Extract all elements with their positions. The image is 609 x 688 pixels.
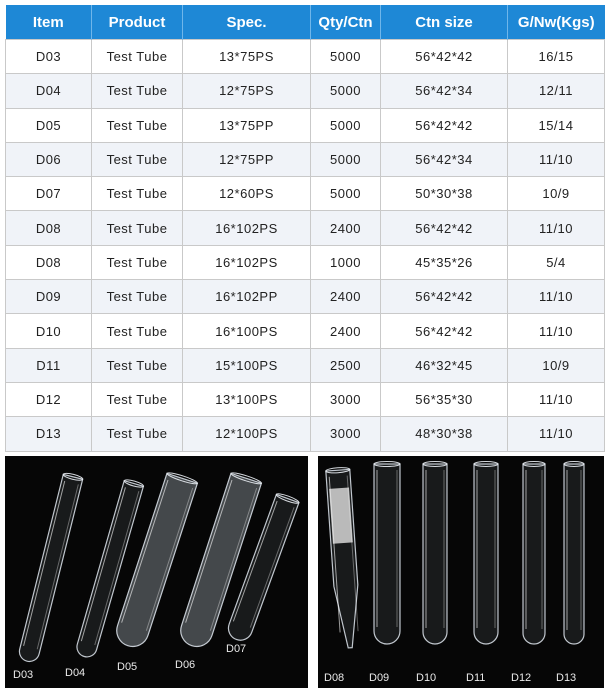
cell-ctn-size: 50*30*38	[381, 177, 508, 211]
cell-weight: 16/15	[508, 40, 605, 74]
cell-spec: 16*102PP	[183, 280, 311, 314]
cell-item: D07	[6, 177, 92, 211]
cell-weight: 10/9	[508, 348, 605, 382]
cell-ctn-size: 56*35*30	[381, 382, 508, 416]
tube-label: D12	[511, 672, 532, 684]
header-qty-ctn: Qty/Ctn	[311, 5, 381, 40]
cell-spec: 13*75PP	[183, 108, 311, 142]
cell-qty-ctn: 5000	[311, 108, 381, 142]
cell-qty-ctn: 2400	[311, 211, 381, 245]
cell-product: Test Tube	[92, 417, 183, 451]
cell-item: D04	[6, 74, 92, 108]
table-row	[6, 40, 605, 74]
header-spec: Spec.	[183, 5, 311, 40]
cell-spec: 12*60PS	[183, 177, 311, 211]
header-weight: G/Nw(Kgs)	[508, 5, 605, 40]
test-tube-3	[474, 462, 498, 645]
cell-ctn-size: 56*42*34	[381, 74, 508, 108]
table-row	[6, 417, 605, 451]
test-tube-4	[523, 462, 545, 645]
cell-product: Test Tube	[92, 74, 183, 108]
tube-label: D13	[556, 672, 577, 684]
cell-product: Test Tube	[92, 348, 183, 382]
cell-item: D13	[6, 417, 92, 451]
test-tubes-image-right	[318, 456, 604, 688]
table-row	[6, 211, 605, 245]
test-tube-0	[326, 467, 363, 649]
cell-weight: 11/10	[508, 142, 605, 176]
cell-product: Test Tube	[92, 280, 183, 314]
cell-item: D05	[6, 108, 92, 142]
cell-weight: 12/11	[508, 74, 605, 108]
tube-label: D06	[175, 659, 196, 671]
cell-qty-ctn: 5000	[311, 177, 381, 211]
cell-item: D03	[6, 40, 92, 74]
test-tube-1	[374, 462, 400, 645]
cell-spec: 16*100PS	[183, 314, 311, 348]
cell-product: Test Tube	[92, 314, 183, 348]
cell-weight: 11/10	[508, 211, 605, 245]
cell-qty-ctn: 3000	[311, 417, 381, 451]
table-header-row	[6, 5, 605, 40]
cell-product: Test Tube	[92, 40, 183, 74]
cell-qty-ctn: 2400	[311, 280, 381, 314]
table-row	[6, 245, 605, 279]
cell-weight: 11/10	[508, 314, 605, 348]
cell-spec: 16*102PS	[183, 211, 311, 245]
cell-spec: 12*75PS	[183, 74, 311, 108]
cell-spec: 15*100PS	[183, 348, 311, 382]
cell-qty-ctn: 5000	[311, 40, 381, 74]
header-item: Item	[6, 5, 92, 40]
tube-label: D05	[117, 661, 138, 673]
cell-item: D08	[6, 211, 92, 245]
cell-item: D08	[6, 245, 92, 279]
cell-product: Test Tube	[92, 108, 183, 142]
header-ctn-size: Ctn size	[381, 5, 508, 40]
cell-ctn-size: 56*42*42	[381, 108, 508, 142]
tube-label: D10	[416, 672, 437, 684]
table-row	[6, 108, 605, 142]
tube-label: D04	[65, 667, 86, 679]
cell-ctn-size: 56*42*42	[381, 314, 508, 348]
cell-qty-ctn: 5000	[311, 74, 381, 108]
cell-qty-ctn: 3000	[311, 382, 381, 416]
cell-ctn-size: 56*42*34	[381, 142, 508, 176]
cell-weight: 10/9	[508, 177, 605, 211]
cell-spec: 12*100PS	[183, 417, 311, 451]
cell-ctn-size: 48*30*38	[381, 417, 508, 451]
cell-ctn-size: 46*32*45	[381, 348, 508, 382]
cell-weight: 5/4	[508, 245, 605, 279]
cell-qty-ctn: 2400	[311, 314, 381, 348]
tube-label: D11	[466, 672, 486, 684]
cell-weight: 11/10	[508, 382, 605, 416]
test-tube-photo-left	[5, 456, 308, 688]
cell-product: Test Tube	[92, 177, 183, 211]
tube-label: D08	[324, 672, 345, 684]
cell-item: D11	[6, 348, 92, 382]
table-row	[6, 382, 605, 416]
table-row	[6, 348, 605, 382]
cell-item: D09	[6, 280, 92, 314]
cell-weight: 11/10	[508, 417, 605, 451]
cell-qty-ctn: 5000	[311, 142, 381, 176]
product-spec-table	[5, 5, 605, 452]
cell-spec: 12*75PP	[183, 142, 311, 176]
tube-label: D07	[226, 643, 247, 655]
test-tubes-image-left	[5, 456, 308, 688]
table-row	[6, 314, 605, 348]
cell-item: D10	[6, 314, 92, 348]
test-tube-0	[17, 472, 83, 664]
tube-label: D09	[369, 672, 390, 684]
cell-ctn-size: 56*42*42	[381, 211, 508, 245]
table-row	[6, 74, 605, 108]
cell-qty-ctn: 1000	[311, 245, 381, 279]
cell-product: Test Tube	[92, 142, 183, 176]
cell-spec: 16*102PS	[183, 245, 311, 279]
cell-item: D12	[6, 382, 92, 416]
table-row	[6, 142, 605, 176]
test-tube-2	[423, 462, 447, 645]
cell-weight: 11/10	[508, 280, 605, 314]
cell-spec: 13*75PS	[183, 40, 311, 74]
cell-ctn-size: 45*35*26	[381, 245, 508, 279]
cell-product: Test Tube	[92, 245, 183, 279]
cell-ctn-size: 56*42*42	[381, 40, 508, 74]
cell-weight: 15/14	[508, 108, 605, 142]
table-row	[6, 177, 605, 211]
cell-spec: 13*100PS	[183, 382, 311, 416]
test-tube-photo-right	[318, 456, 604, 688]
cell-product: Test Tube	[92, 211, 183, 245]
table-row	[6, 280, 605, 314]
cell-qty-ctn: 2500	[311, 348, 381, 382]
test-tube-5	[564, 462, 584, 645]
tube-label: D03	[13, 669, 34, 681]
cell-item: D06	[6, 142, 92, 176]
cell-ctn-size: 56*42*42	[381, 280, 508, 314]
header-product: Product	[92, 5, 183, 40]
cell-product: Test Tube	[92, 382, 183, 416]
